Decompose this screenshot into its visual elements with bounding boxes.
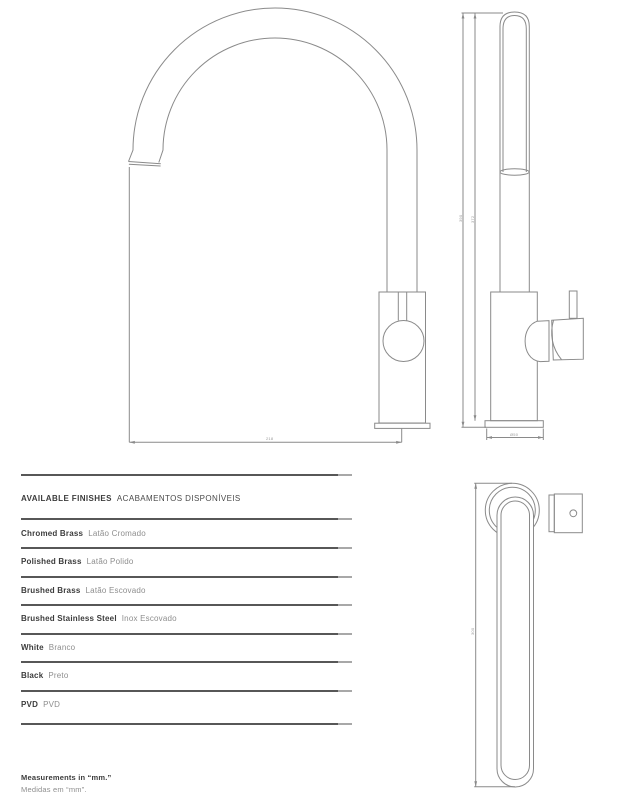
header-label-en: AVAILABLE FINISHES — [21, 493, 112, 503]
table-rule — [21, 723, 352, 725]
table-row — [21, 644, 75, 653]
header-label-pt: ACABAMENTOS DISPONÍVEIS — [116, 493, 241, 503]
table-rule — [21, 547, 352, 549]
finish-name-pt: Preto — [48, 671, 69, 680]
finish-name-pt: PVD — [43, 700, 61, 709]
finish-name-en: Black — [21, 671, 44, 680]
front-view-reach-dimension: 218 — [266, 436, 274, 441]
finish-name-pt: Branco — [48, 642, 76, 652]
finish-name-en: Brushed Stainless Steel — [21, 614, 117, 623]
table-row — [21, 701, 60, 710]
table-rule — [21, 633, 352, 635]
finish-name-pt: Latão Cromado — [88, 528, 146, 538]
table-row — [21, 587, 146, 596]
table-rule — [21, 690, 352, 692]
table-rule — [21, 604, 352, 606]
finish-name-pt: Latão Escovado — [85, 585, 146, 595]
finish-name-en: Brushed Brass — [21, 585, 81, 595]
side-view-base-height-dimension: 372 — [469, 215, 475, 223]
measurements-note-pt: Medidas em “mm”. — [21, 785, 87, 794]
table-row — [21, 558, 134, 567]
finish-name-pt: Inox Escovado — [121, 614, 177, 623]
table-rule — [21, 661, 352, 663]
finish-name-en: Chromed Brass — [21, 528, 84, 538]
side-view-total-height-dimension: 390 — [457, 214, 463, 222]
table-rule — [21, 474, 352, 476]
finishes-table-header — [21, 495, 241, 504]
table-row — [21, 672, 68, 681]
finish-name-en: Polished Brass — [21, 557, 82, 566]
table-rule — [21, 518, 352, 520]
table-rule — [21, 576, 352, 578]
top-view-length-dimension: 300 — [470, 627, 475, 635]
table-row — [21, 530, 146, 539]
finish-name-en: White — [21, 642, 44, 652]
side-view-base-width-dimension: Ø50 — [510, 431, 519, 437]
finish-name-en: PVD — [21, 700, 39, 709]
table-row — [21, 615, 177, 624]
measurements-note-en: Measurements in “mm.” — [21, 772, 112, 782]
finish-name-pt: Latão Polido — [86, 557, 134, 566]
